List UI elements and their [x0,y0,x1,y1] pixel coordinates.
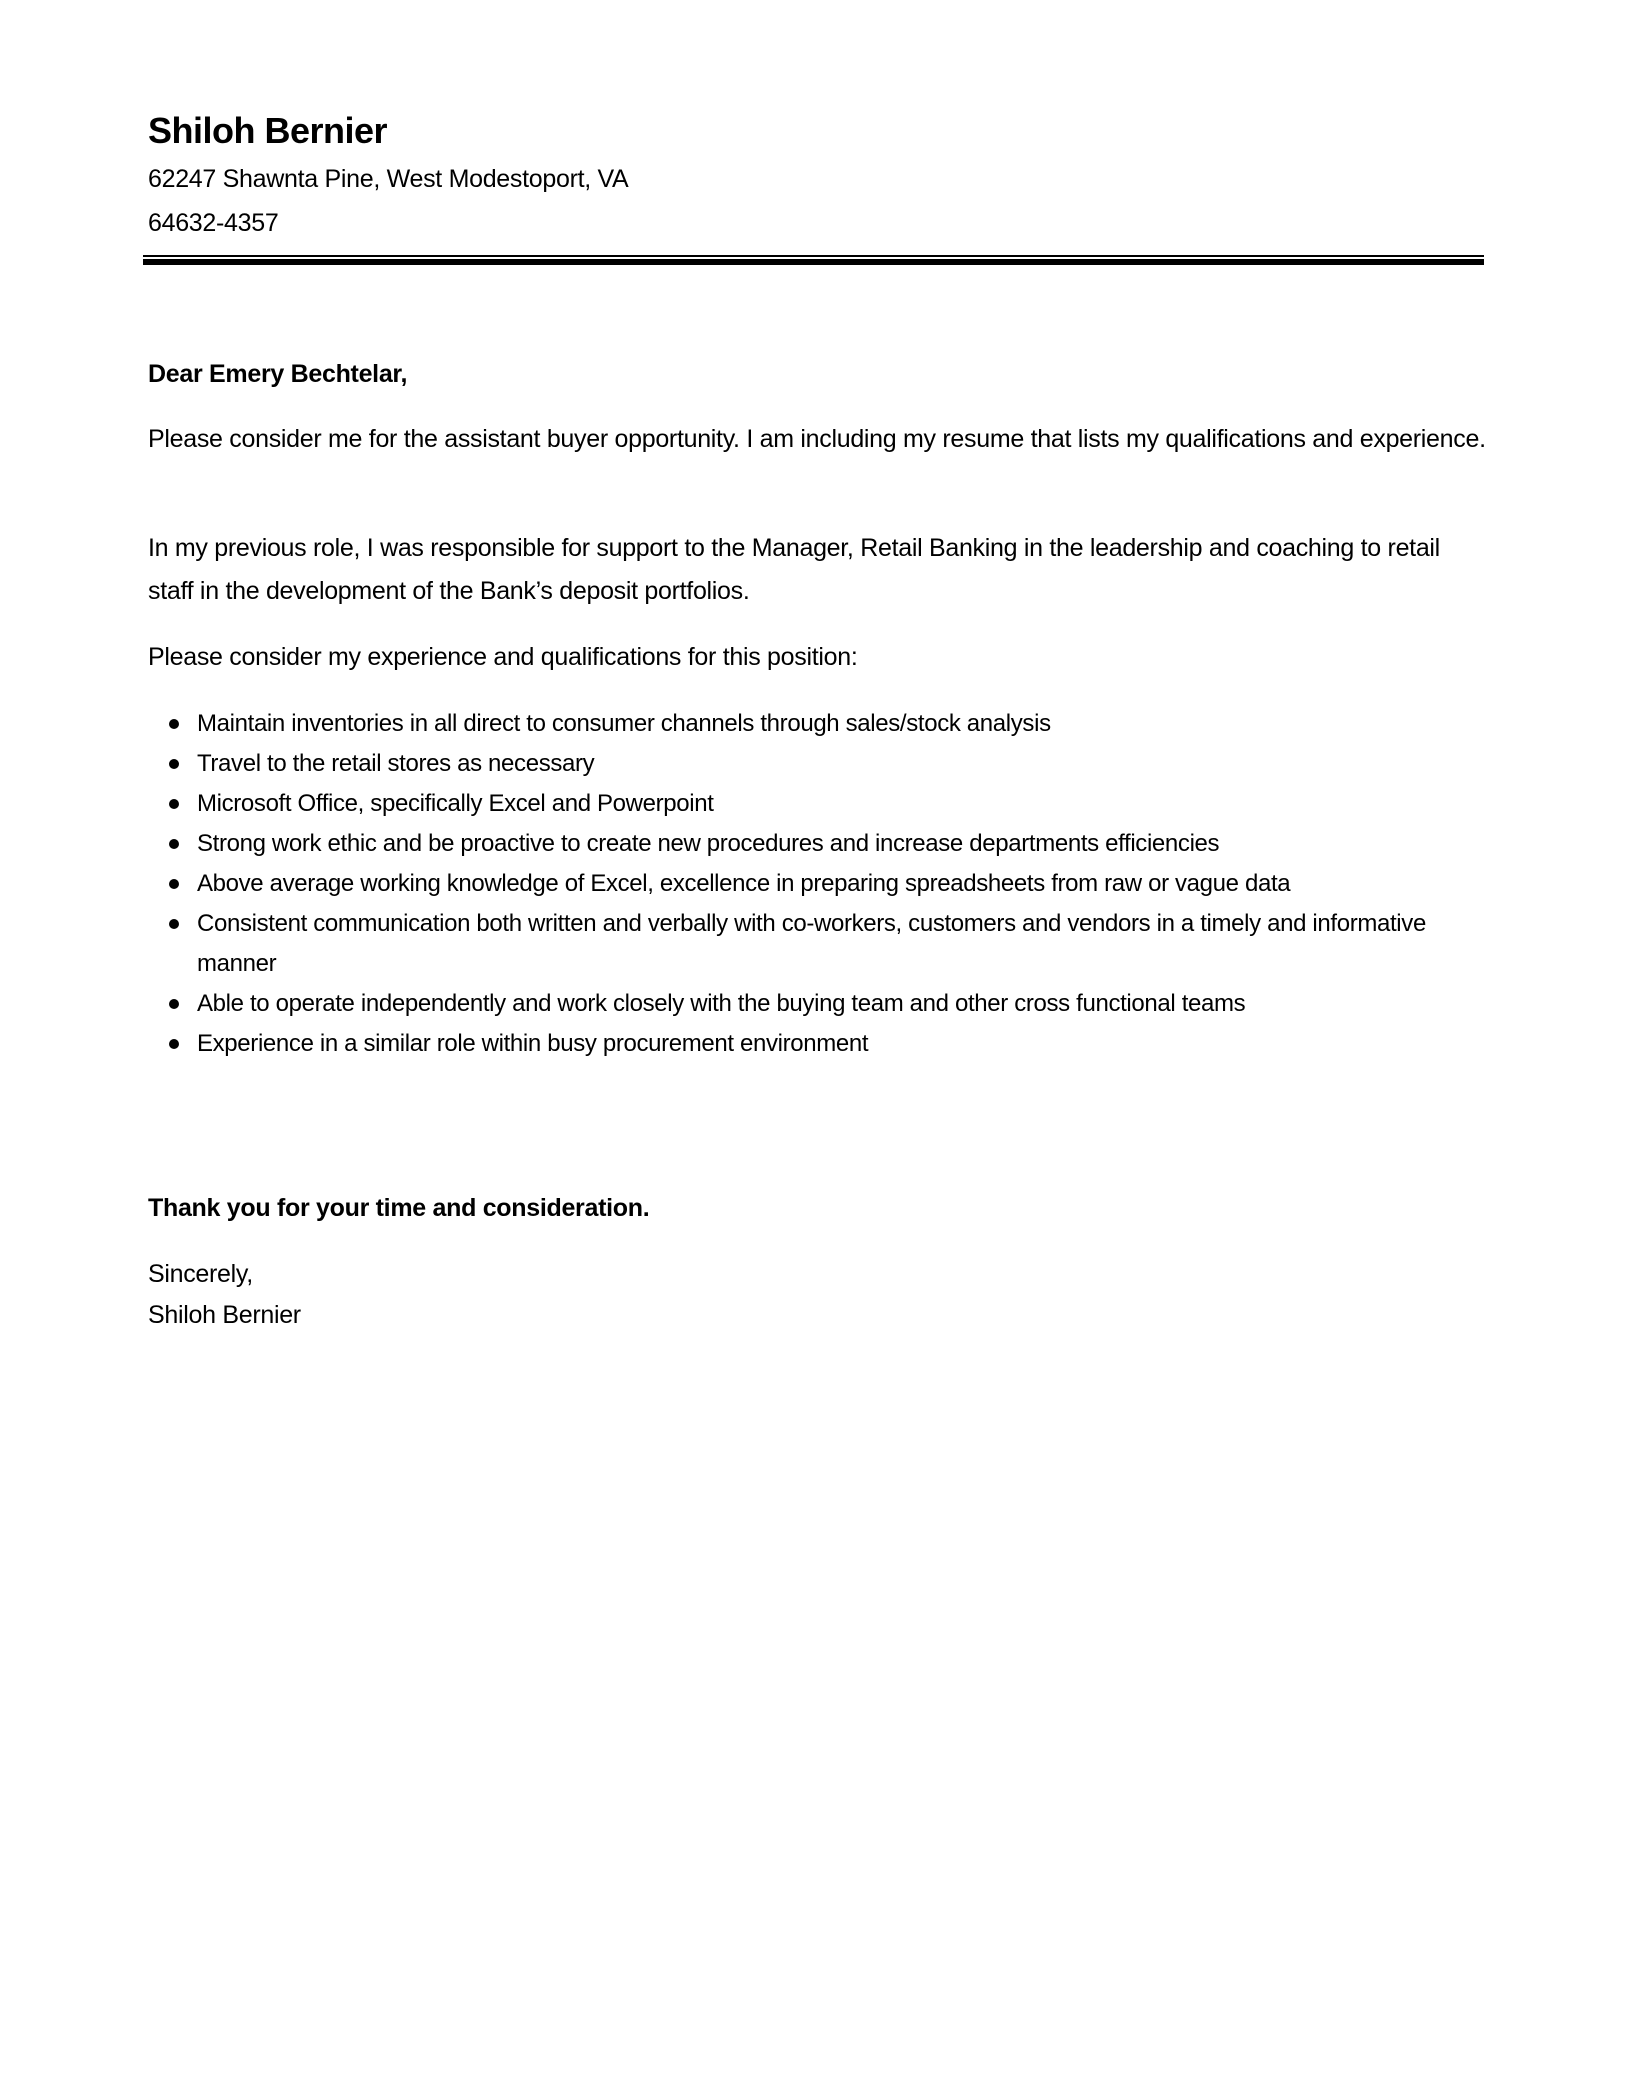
closing [148,1254,1488,1336]
sender-zip: 64632-4357 [148,209,279,237]
sender-address: 62247 Shawnta Pine, West Modestoport, VA [148,165,629,193]
signature-name: Shiloh Bernier [148,1301,301,1329]
list-item-text: Able to operate independently and work closely with the buying team and other cross functional teams [197,990,1246,1017]
bullet-icon [169,799,179,809]
bullet-icon [169,1039,179,1049]
bullet-icon [169,839,179,849]
list-item [148,744,1493,784]
paragraph-qualifications-intro: Please consider my experience and qualifications for this position: [148,643,858,671]
header-divider-thin [143,255,1484,257]
signoff: Sincerely, [148,1260,253,1288]
thank-you-line: Thank you for your time and consideration. [148,1194,650,1222]
list-item-text: Above average working knowledge of Excel, excellence in preparing spreadsheets from raw or vague data [197,870,1291,897]
qualifications-list [148,704,1493,1064]
greeting: Dear Emery Bechtelar, [148,360,408,388]
list-item-text: Maintain inventories in all direct to consumer channels through sales/stock analysis [197,710,1051,737]
list-item-text: Consistent communication both written and verbally with co-workers, customers and vendors in a timely and informative manner [197,910,1426,977]
bullet-icon [169,719,179,729]
list-item-text: Experience in a similar role within busy procurement environment [197,1030,869,1057]
list-item [148,864,1493,904]
list-item [148,984,1493,1024]
list-item [148,1024,1493,1064]
sender-name: Shiloh Bernier [148,110,388,151]
list-item [148,704,1493,744]
list-item-text: Travel to the retail stores as necessary [197,750,595,777]
list-item-text: Strong work ethic and be proactive to create new procedures and increase departments efficiencies [197,830,1220,857]
list-item-text: Microsoft Office, specifically Excel and Powerpoint [197,790,714,817]
bullet-icon [169,879,179,889]
bullet-icon [169,919,179,929]
bullet-icon [169,759,179,769]
header-divider-thick [143,259,1484,265]
paragraph-intro: Please consider me for the assistant buyer opportunity. I am including my resume that lists my qualifications and experience. [148,425,1486,453]
list-item [148,904,1493,984]
list-item [148,824,1493,864]
bullet-icon [169,999,179,1009]
paragraph-previous-role: In my previous role, I was responsible for support to the Manager, Retail Banking in the leadership and coaching to retail staff in the development of the Bank’s deposit portfolios. [148,534,1440,605]
list-item [148,784,1493,824]
